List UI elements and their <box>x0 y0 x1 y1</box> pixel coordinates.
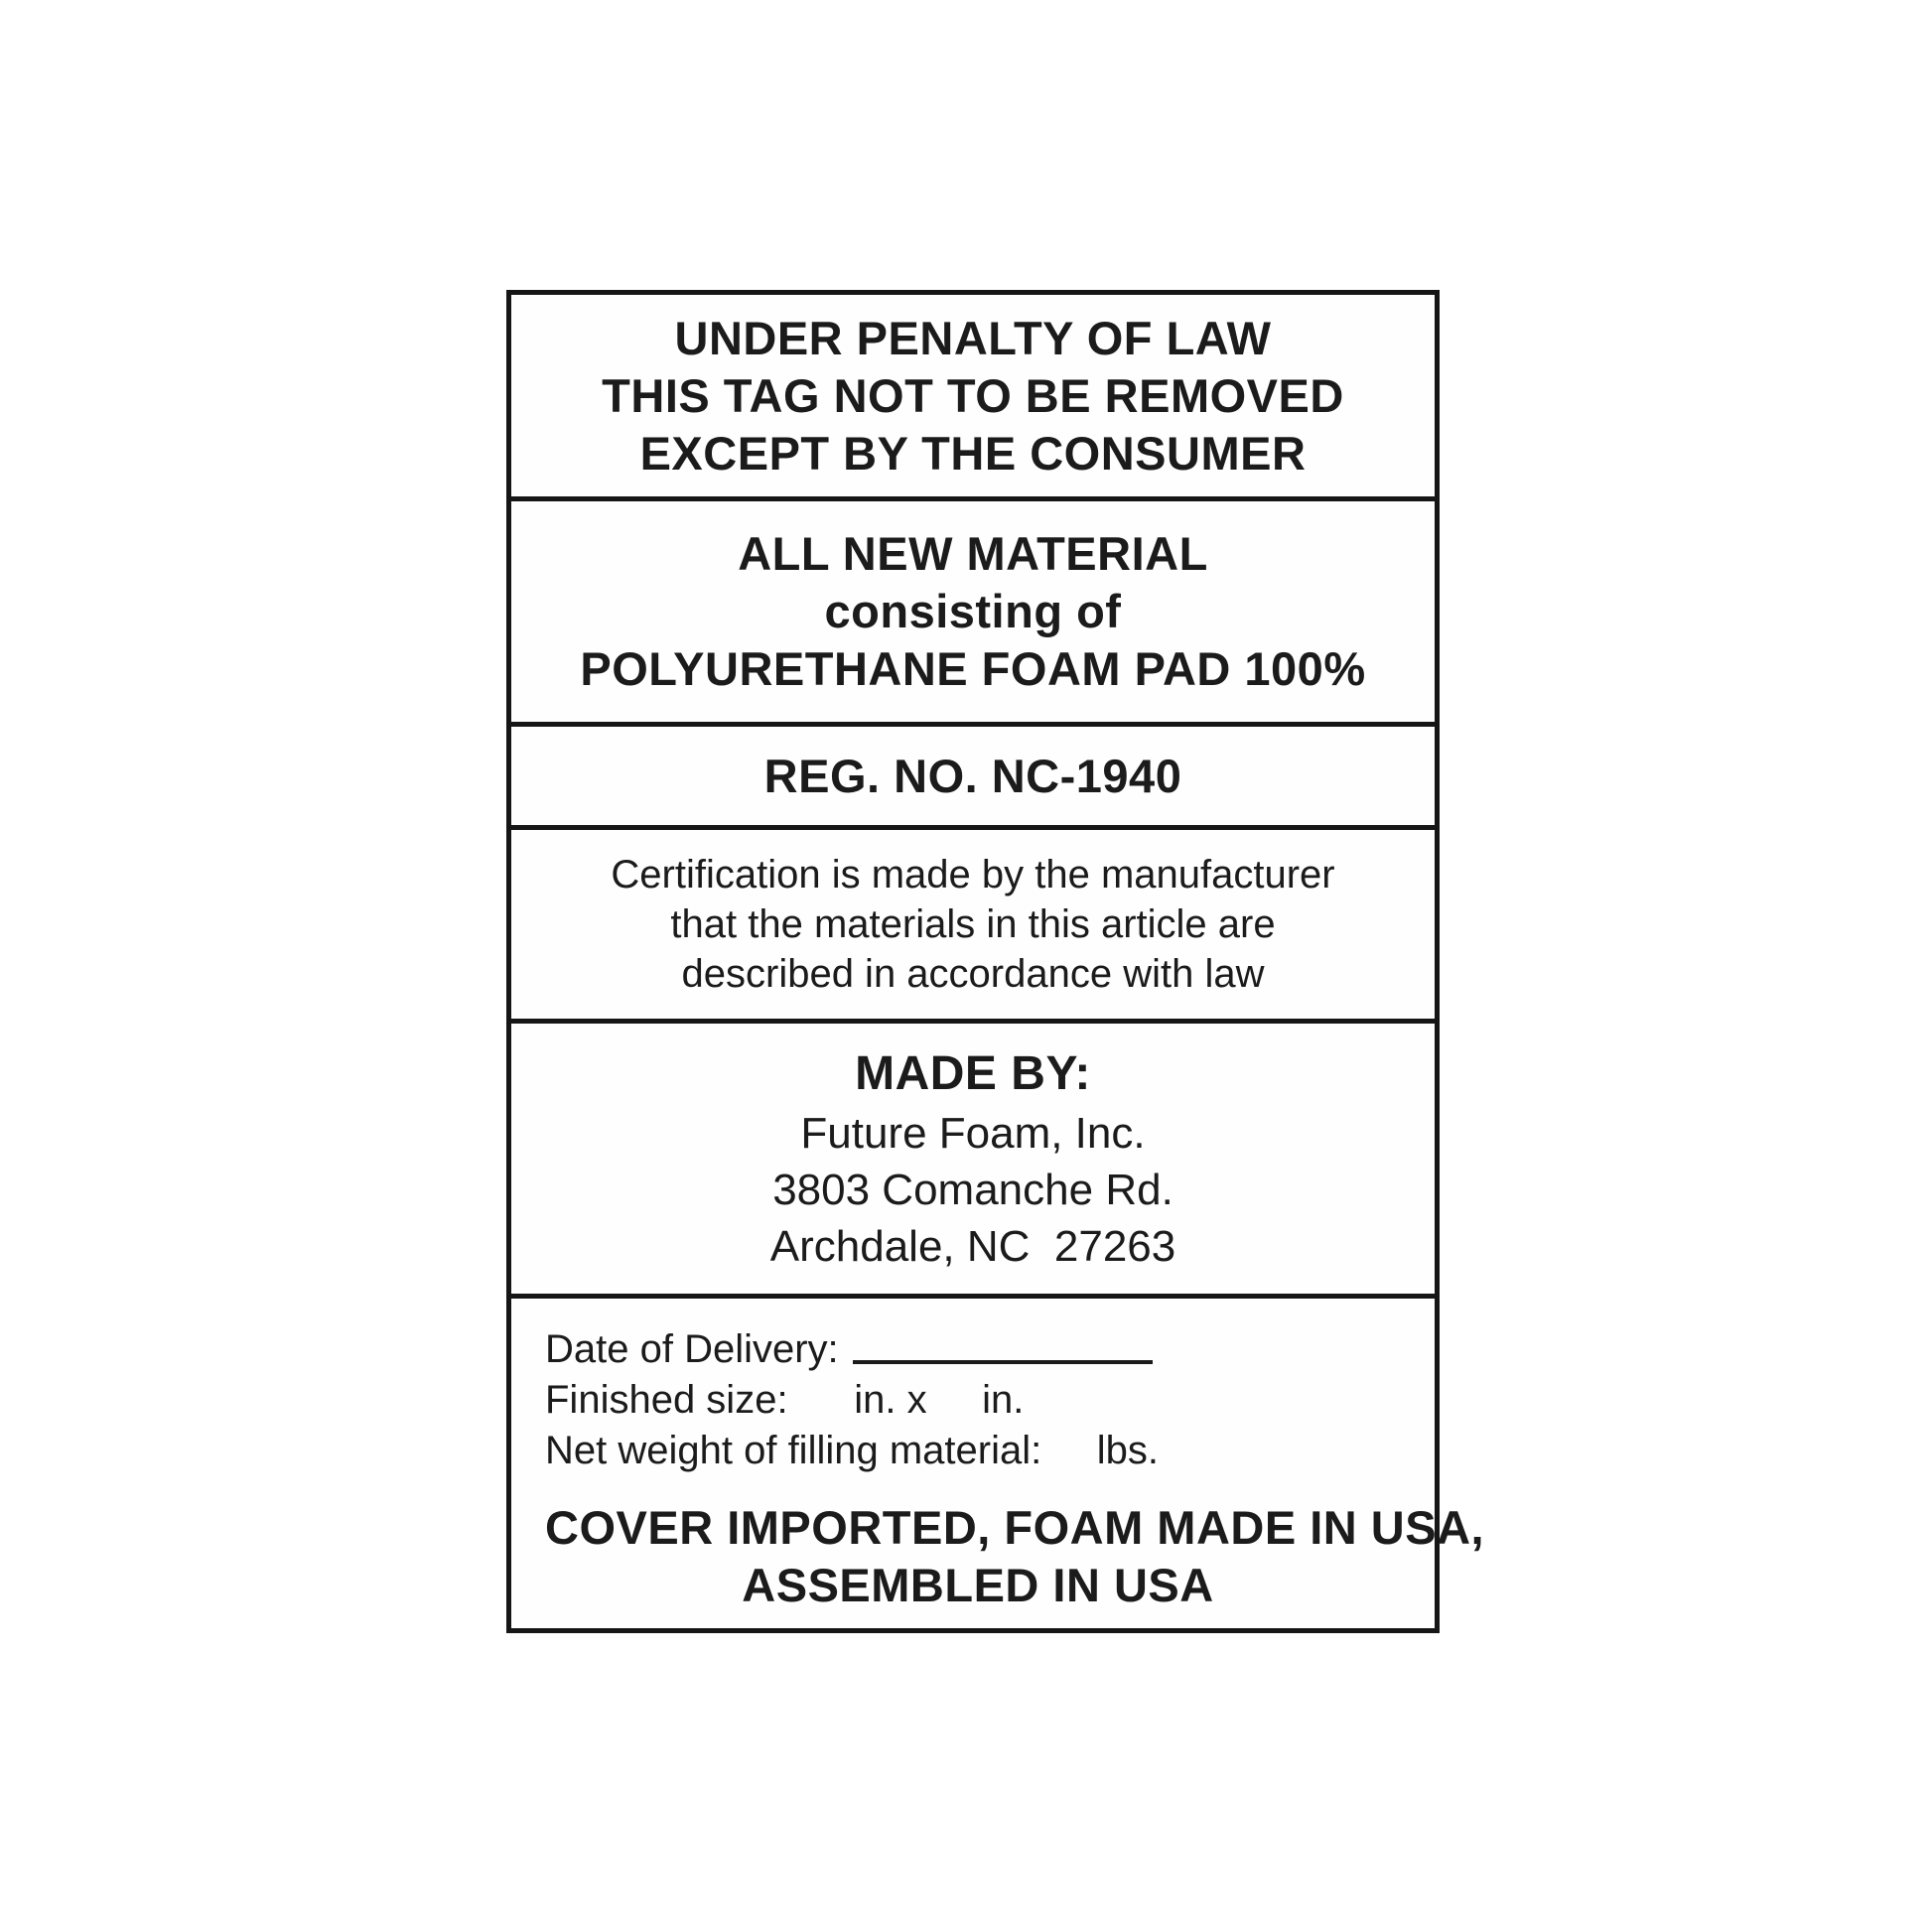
made-by-heading: MADE BY: <box>855 1046 1091 1100</box>
certification-line-2: that the materials in this article are <box>670 902 1276 946</box>
origin-statement <box>545 1499 1485 1618</box>
date-of-delivery-blank <box>853 1320 1153 1364</box>
penalty-section <box>511 295 1435 501</box>
penalty-line-3: EXCEPT BY THE CONSUMER <box>639 426 1307 480</box>
manufacturer-name: Future Foam, Inc. <box>800 1108 1146 1158</box>
certification-section <box>511 830 1435 1024</box>
finished-size-line: Finished size: in. x in. <box>545 1378 1025 1422</box>
fill-in-details <box>545 1320 1411 1476</box>
registration-number: REG. NO. NC-1940 <box>763 749 1182 802</box>
certification-line-1: Certification is made by the manufacturer <box>611 853 1335 897</box>
date-of-delivery-line <box>545 1320 1411 1375</box>
certification-line-3: described in accordance with law <box>681 952 1265 996</box>
net-weight-line: Net weight of filling material: lbs. <box>545 1429 1160 1472</box>
date-of-delivery-label: Date of Delivery: <box>545 1327 839 1371</box>
penalty-line-2: THIS TAG NOT TO BE REMOVED <box>602 368 1344 422</box>
material-line-3: POLYURETHANE FOAM PAD 100% <box>580 642 1366 695</box>
origin-line-2: ASSEMBLED IN USA <box>742 1559 1214 1611</box>
details-section <box>511 1299 1485 1628</box>
material-line-1: ALL NEW MATERIAL <box>738 527 1208 580</box>
manufacturer-street: 3803 Comanche Rd. <box>772 1165 1173 1214</box>
made-by-section <box>511 1024 1435 1299</box>
law-tag-label <box>506 290 1485 1633</box>
manufacturer-city-state-zip: Archdale, NC 27263 <box>769 1221 1176 1271</box>
material-section <box>511 501 1435 727</box>
origin-line-1: COVER IMPORTED, FOAM MADE IN USA, <box>545 1501 1485 1554</box>
registration-section <box>511 727 1435 830</box>
material-line-2: consisting of <box>824 585 1122 637</box>
penalty-line-1: UNDER PENALTY OF LAW <box>674 311 1272 364</box>
